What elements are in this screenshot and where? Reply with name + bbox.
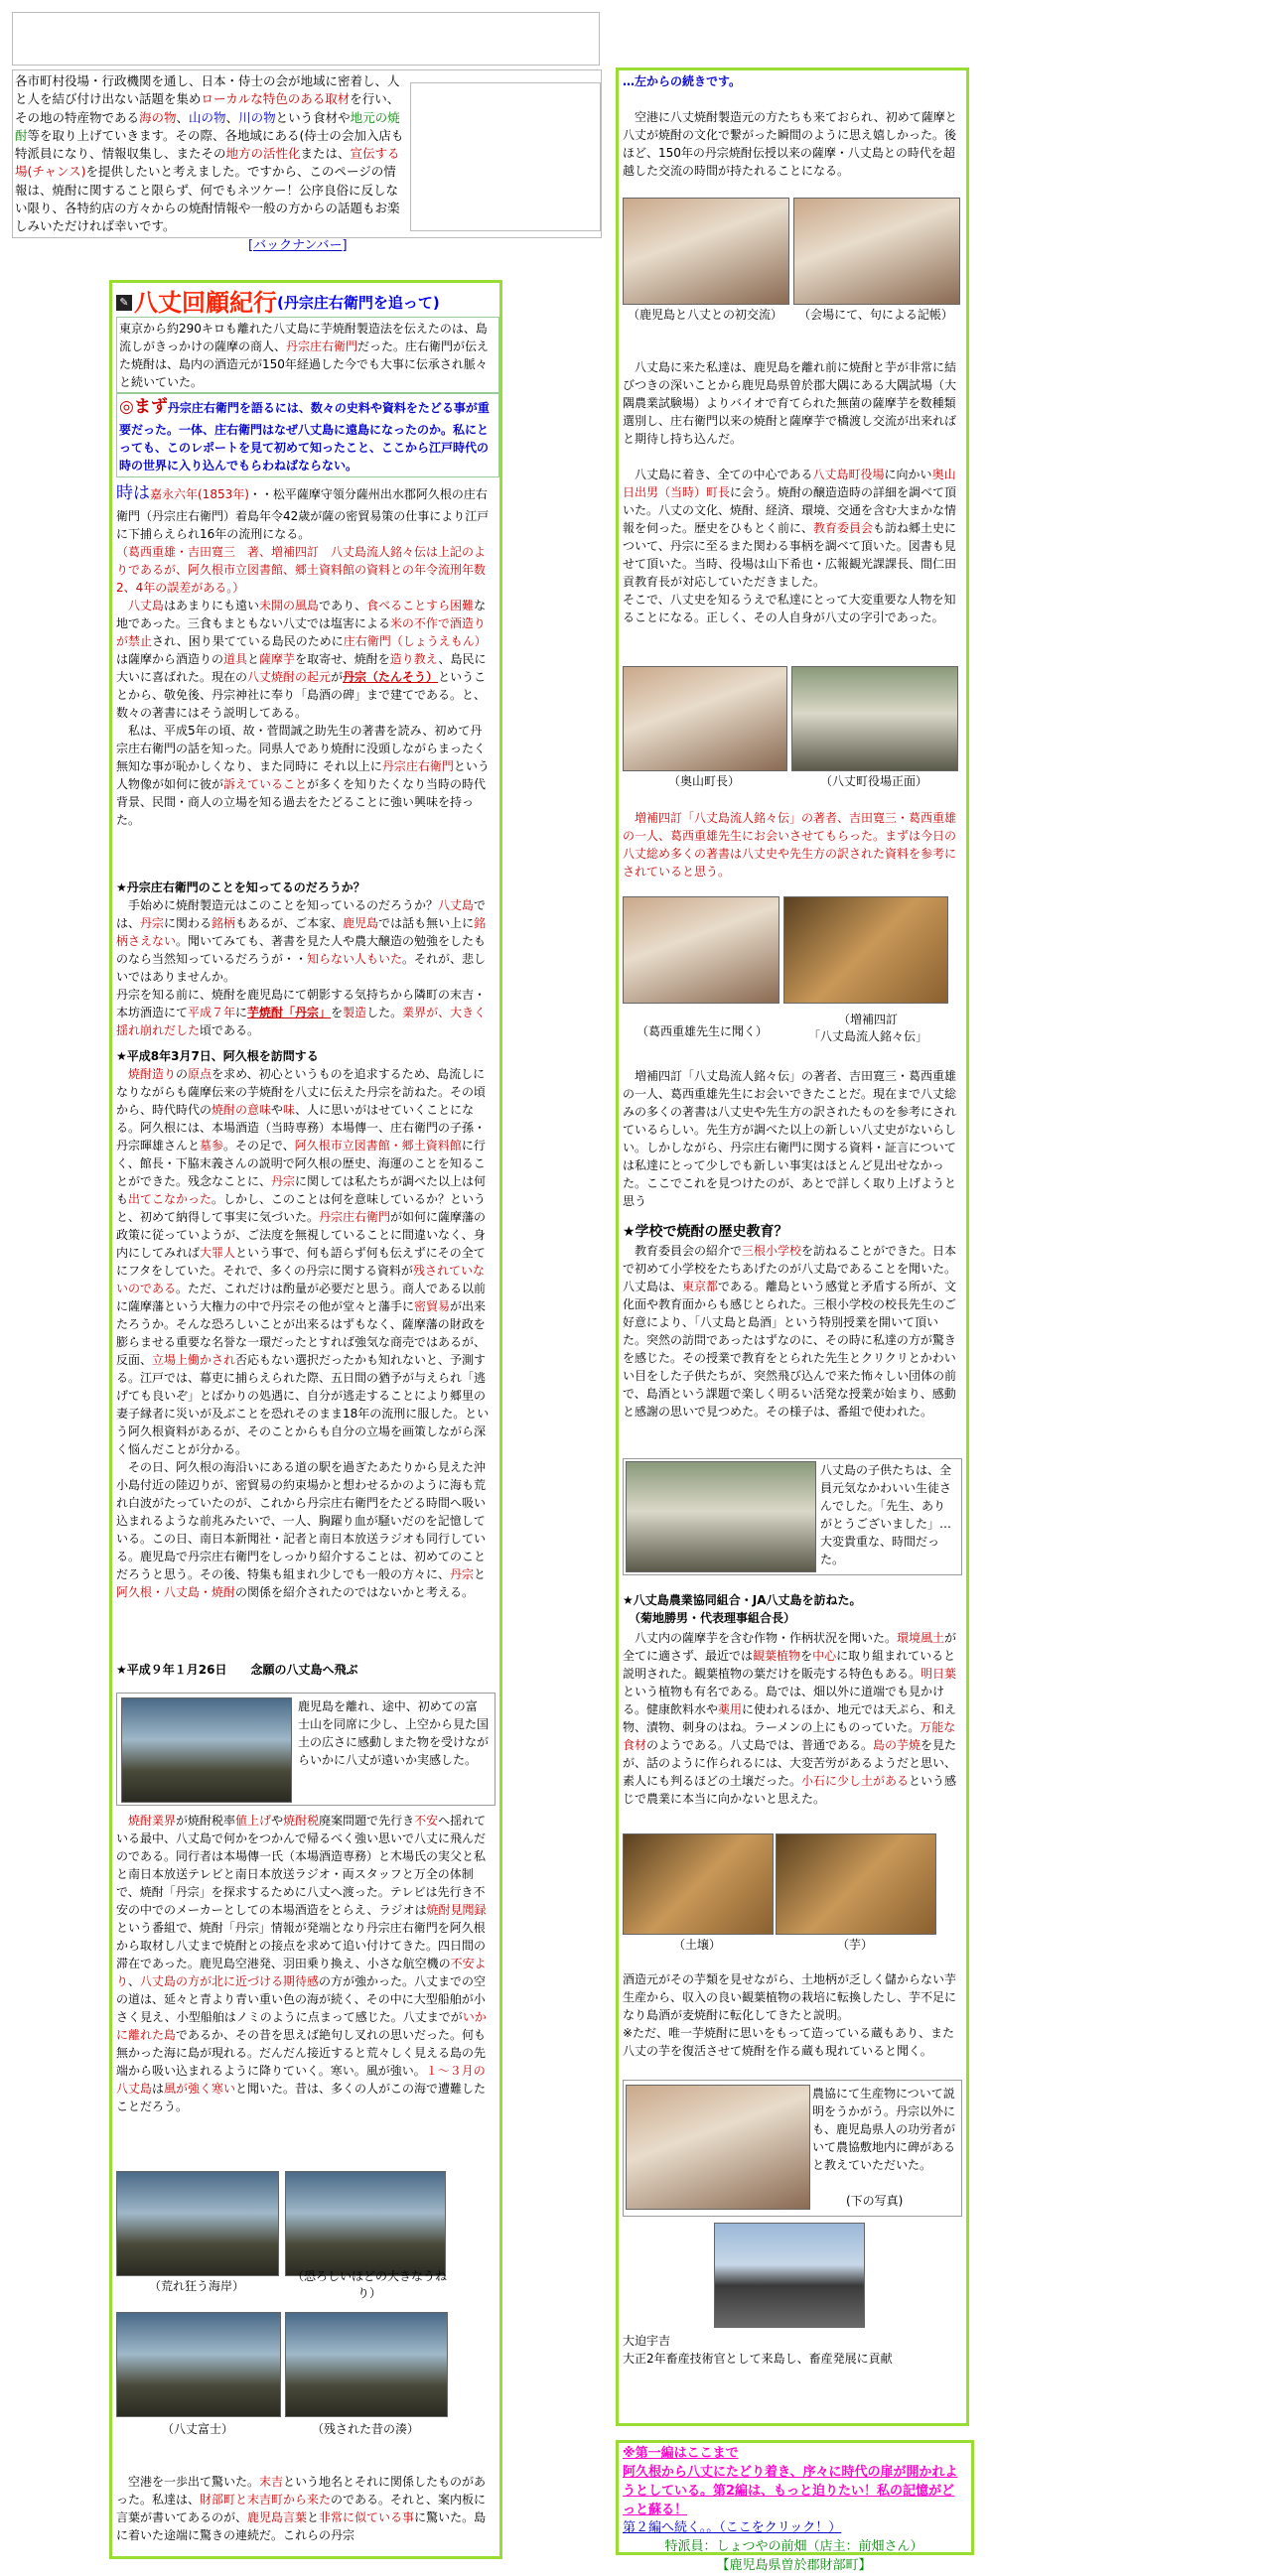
book-photo	[783, 896, 948, 1004]
pen-icon: ✎	[116, 295, 132, 311]
top-banner	[12, 12, 600, 66]
town-office-caption: （八丈町役場正面）	[819, 774, 927, 788]
section-heading-1: ★丹宗庄右衛門のことを知ってるのだろうか？	[116, 881, 365, 894]
statue-caption: 大迫宇吉 大正2年畜産技術官として来島し、畜産発展に貢献	[623, 2334, 893, 2366]
intro-image-placeholder	[410, 82, 601, 231]
guestbook-photo	[793, 198, 960, 305]
statue-photo	[714, 2223, 865, 2328]
title-sub: (丹宗庄右衛門を追って)	[277, 293, 440, 312]
ja-heading: ★八丈島農業協同組合・JA八丈島を訪ねた。 （菊地勝男・代表理事組合長）	[623, 1593, 862, 1625]
hachijo-fuji-caption: （八丈富士）	[161, 2422, 233, 2436]
kasai-photo	[623, 896, 779, 1004]
footer-line-1: ※第一編はここまで	[623, 2446, 739, 2461]
ja-box-text: 農協にて生産物について説明をうかがう。丹宗以外にも、鹿児島県人の功労者がいて農協敷地内に碑があると教えていただいた。	[812, 2087, 956, 2172]
potato-photo	[776, 1833, 936, 1935]
article-title	[116, 285, 497, 317]
book-caption: （増補四訂 「八丈島流人銘々伝」	[807, 1013, 927, 1043]
footer-line-2: 阿久根から八丈にたどり着き、序々に時代の扉が開かれようとしている。第2編は、もっと迫りたい！私の記憶がどっと蘇る！	[623, 2464, 958, 2517]
class-box	[623, 1458, 962, 1575]
rough-coast-caption: （荒れ狂う海岸）	[148, 2279, 244, 2293]
mayor-caption: （奥山町長）	[667, 774, 740, 788]
kasai-caption: （葛西重雄先生に聞く）	[636, 1024, 768, 1038]
flight-box-text: 鹿児島を離れ、途中、初めての富士山を同席に少し、上空から見た国土の広さに感動しまた物を受けながらいかに八丈が遠いか実感した。	[298, 1699, 490, 1767]
flight-box	[116, 1693, 496, 1806]
history-paragraph: 時は嘉永六年(1853年)・・松平薩摩守領分薩州出水郡阿久根の庄右衛門（丹宗庄右衛門）着島年令42歳が薩の密貿易策の仕事により江戸に下捕らえられ16年の流刑になる。	[116, 483, 490, 541]
intro-box	[12, 69, 602, 238]
background-paragraph: （葛西重雄・吉田寛三 著、増補四訂 八丈島流人銘々伝は上記のよりであるが、阿久根市立図書館、郷土資料館の資料との年令流刑年数2、4年の誤差がある。） 八丈島はあまりにも遠い未開の風島であり、食べることすら困難な地であった。三食もまともない八丈では塩害による米の不作で酒造りが禁止され、困り果てている島民のために庄右衛門（しょうえもん）は薩摩から酒造りの道具と薩摩芋を取寄せ、焼酎を造り教え、島民に大いに喜ばれた。現在の八丈焼酎の起元が丹宗（たんそう）ということから、敬免後、丹宗神社に奉り「島酒の碑」まで建てである。と、数々の著書にはそう説明してある。 私は、平成5年の頃、故・菅間誠之助先生の著書を読み、初めて丹宗庄右衛門の話を知った。同県人であり焼酎に没頭しながらまったく無知な事が恥かしくなり、また同時に それ以上に丹宗庄右衛門という人物像が如何に彼が訴えていることが多くを知りたくなり当時の時代背景、民間・商人の立場を知る過去をたどることに強い興味を持った。	[116, 545, 490, 827]
section-paragraph-4: 空港を一歩出て驚いた。末吉という地名とそれに関係したものがあった。私達は、財部町と末吉町から来たのである。それと、案内板に言葉が書いてあるのが、鹿児島言葉と非常に似ている事に驚いた。島に着いた途端に驚きの連続だ。これらの丹宗	[116, 2475, 487, 2542]
author-paragraph: 増補四訂「八丈島流人銘々伝」の著者、吉田寛三・葛西重雄の一人、葛西重雄先生にお会いさせてもらった。まずは今日の八丈総め多くの著書は八丈史や先生方の訳された資料を参考にされていると思う。	[623, 811, 957, 879]
brewer-paragraph: 酒造元がその芋類を見せながら、土地柄が乏しく儲からない芋生産から、収入の良い観葉植物の栽培に転換したし、芋不足になり島酒が麦焼酎に転化してきたと説明。 ※ただ、唯一芋焼酎に思いをもって造っている蔵もあり、また八丈の芋を復活させて焼酎を作る蔵も現れていると聞く。	[623, 1972, 957, 2058]
ja-box-caption: (下の写真)	[846, 2194, 904, 2208]
left-column	[109, 280, 502, 2559]
lead-paragraph: 東京から約290キロも離れた八丈島に芋焼酎製造法を伝えたのは、島流しがきっかけの薩摩の商人、丹宗庄右衛門だった。庄右衛門が伝えた焼酎は、島内の酒造元が150年経過した今でも大事に伝承され脈々と続いていた。	[116, 317, 499, 394]
back-number-link[interactable]	[248, 236, 348, 256]
soil-photo	[623, 1833, 774, 1935]
section-heading-3: ★平成９年１月26日 念願の八丈島へ飛ぶ	[116, 1663, 358, 1677]
section-paragraph-1: 手始めに焼酎製造元はこのことを知っているのだろうか？八丈島では、丹宗に関わる銘柄もあるが、ご本家、鹿児島では話も無い上に銘柄さえない。聞いてみても、著書を見た人や農大醸造の勉強をしたものなら当然知っているだろうが・・知らない人もいた。それが、悲しいではありませんか。 丹宗を知る前に、焼酎を鹿児島にて朝影する気持ちから隣町の末吉・本坊酒造にて平成７年に芋焼酎「丹宗」を製造した。業界が、大きく揺れ崩れだした頃である。	[116, 898, 487, 1037]
ja-box	[623, 2080, 962, 2217]
first-exchange-photo	[623, 198, 789, 305]
old-port-photo	[285, 2312, 448, 2417]
classroom-photo	[626, 1461, 816, 1572]
town-office-paragraph: 八丈島に来た私達は、鹿児島を離れ前に焼酎と芋が非常に結びつきの深いことから鹿児島県曽於郡大隅にある大隅試場（大隅農業試験場）よりバイオで育てられた無菌の薩摩芋を数種類選別し、庄右衛門以来の焼酎と薩摩芋で橋渡し交流が出来ればと期待し持ち込んだ。 八丈島に着き、全ての中心である八丈島町役場に向かい奥山日出男（当時）町長に会う。焼酎の醸造造時の詳細を調べて頂いた。八丈の文化、焼酎、経済、環境、交通を含む大まかな情報を伺った。歴史をひもとく前に、教育委員会も訪ね郷土史について、丹宗に至るまた関わる事柄を調べて頂いた。図書も見せて頂いた。当時、役場は山下希也・広報観光課課長、間仁田貢教育長が対応していただきました。 そこで、八丈史を知るうえで私達にとって大変重要な人物を知ることになる。正しく、その人自身が八丈の字引であった。	[623, 360, 957, 624]
footer-box	[616, 2440, 974, 2574]
footer-location: 【鹿児島県曽於郡財部町】	[716, 2558, 872, 2574]
footer-author: 特派員：しょつやの前畑（店主：前畑さん）	[664, 2539, 923, 2555]
hachijo-fuji-photo	[116, 2312, 281, 2417]
big-waves-photo	[285, 2171, 446, 2276]
first-exchange-caption: （鹿児島と八丈との初交流）	[627, 308, 782, 322]
rough-coast-photo	[116, 2171, 279, 2276]
section-paragraph-2: 焼酎造りの原点を求め、初心というものを追求するため、島流しになりながらも薩摩伝来の芋焼酎を八丈に伝えた丹宗を訪ねた。その頃から、時代時代の焼酎の意味や味、人に思いがはせていくことになる。阿久根には、本場酒造（当時専務）本場傳一、庄右衛門の子孫・丹宗暉雄さんと墓参。その足で、阿久根市立図書館・郷土資料館に行く、館長・下脇末義さんの説明で阿久根の歴史、海運のことを知ることができた。残念なことに、丹宗に関しては私たちが調べた以上は何も出てこなかった。しかし、このことは何を意味しているか？というと、初めて納得して事実に気づいた。丹宗庄右衛門が如何に薩摩藩の政策に従っていようが、ご法度を無視していることに間違いなく、身内にしてみれば大罪人という事で、何も語らず何も伝えずにその全てにフタをしていた。それで、多くの丹宗に関する資料が残されていないのである。ただ、これだけは酌量が必要だと思う。商人である以前に薩摩藩という大権力の中で丹宗その他が堂々と藩手に密貿易が出来たろうか。そんな恐ろしいことが出来るはずもなく、薩摩藩の財政を膨らませる重要な名誉な一環だったとすれば強気な商売ではあるが、反面、立場上働かされ否応もない選択だったかも知れないと、予測する。江戸では、幕吏に捕らえられた際、五日間の猶予が与えられ「逃げても良いぞ」とばかりの処遇に、自分が逃走することにより郷里の妻子縁者に災いが及ぶことを恐れそのまま18年の流刑に服した。という阿久根資料があるが、そのことからも自分の立場を画策しながら深く悩んだことが分かる。 その日、阿久根の海沿いにある道の駅を過ぎたあたりから見えた沖小島付近の陸辺りが、密貿易の約束場かと想わせるかのように海も荒れ白波がたっていたのが、これから丹宗庄右衛門をたどる時間へ吸い込まれるような前兆みたいで、一人、胸躍り血が騒いだのを記憶している。この日、南日本新聞社・記者と南日本放送ラジオも同行している。鹿児島で丹宗庄右衛門をしっかり紹介することは、初めてのことだろうと思う。その後、特集も組まれ少しでも一般の方々に、丹宗と阿久根・八丈島・焼酎の関係を紹介されたのではないかと考える。	[116, 1067, 490, 1599]
big-waves-caption: （恐ろしいほどの大きなうねり）	[291, 2269, 447, 2300]
intro-text: 各市町村役場・行政機関を通し、日本・侍士の会が地域に密着し、人と人を結び付け出ない話題を集めローカルな特色のある取材を行い、その地の特産物である海の物、山の物、川の物という食材や地元の焼酎等を取り上げていきます。その際、各地域にある(侍士の会加入店も特派員になり、情報収集し、またその地方の活性化または、宣伝する場(チャンス)を提供したいと考えました。ですから、このページの情報は、焼酎に関すること限らず、何でもネツケー！公序良俗に反しない限り、各特約店の方々からの焼酎情報や一般の方からの話題もお楽しみいただければ幸いです。	[15, 73, 404, 233]
sky-photo	[121, 1697, 292, 1803]
section-paragraph-3: 焼酎業界が焼酎税率値上げや焼酎税廃案問題で先行き不安へ揺れている最中、八丈島で何かをつかんで帰るべく強い思いで八丈に飛んだのである。同行者は本場傳一氏（本場酒造専務）と木場氏の実父と私と南日本放送テレビと南日本放送ラジオ・両スタッフと万全の体制で、焼酎「丹宗」を探求するために八丈へ渡った。テレビは先行き不安の中でのメーカーとしての本場酒造をとらえ、ラジオは焼酎見聞録という番組で、焼酎「丹宗」情報が発端となり丹宗庄右衛門を阿久根から取材し八丈まで焼酎との接点を求めて追い付けてきた。四日間の滞在であった。鹿児島空港発、羽田乗り換え、小さな航空機の不安より、八丈島の方が北に近づける期待感の方が強かった。八丈までの空の道は、延々と青より青い重い色の海が続く、その中に大型船舶が小さく見え、小型船舶はノミのように点まって感じた。八丈までがいかに離れた島であるか、その昔を思えば絶句し叉れの思いだった。何も無かった海に島が現れる。だんだん接近すると荒々しく見える島の先端から吸い込まれるように降りていく。寒い。風が強い。１～３月の八丈島は風が強く寒いと聞いた。昔は、多くの人がこの海で遭難したことだろう。	[116, 1814, 487, 2113]
ja-paragraph: 八丈内の薩摩芋を含む作物・作柄状況を聞いた。環境風土が全てに適さず、最近では観葉植物を中心に取り組まれていると説明された。観葉植物の葉だけを販売する特色もある。明日葉という植物も有名である。島では、畑以外に道端でも見かける。健康飲料水や薬用に使われるほか、地元では天ぷら、和え物、漬物、刺身のはね。ラーメンの上にものっていた。万能な食材のようである。八丈島では、普通である。島の芋焼を見たが、話のように作られるには、大変苦労があるようだと思い、素人にも判るほどの土壌だった。小石に少し土があるという感じで農業に本当に向かないと思えた。	[623, 1631, 957, 1806]
potato-caption: （芋）	[836, 1938, 873, 1952]
title-main: 八丈回顧紀行	[134, 289, 277, 317]
next-part-link[interactable]: 第２編へ続く。。（ここをクリック！）	[623, 2520, 842, 2536]
back-number-label[interactable]: [バックナンバー]	[248, 238, 348, 253]
mayor-photo	[623, 666, 787, 771]
town-office-photo	[791, 666, 958, 771]
school-paragraph: 教育委員会の紹介で三根小学校を訪ねることができた。日本で初めて小学校をたちあげたのが八丈島であることを聞いた。八丈島は、東京都である。離島という感覚と矛盾する所が、文化面や教育面からも感じとられた。三根小学校の校長先生のご好意により、「八丈島と島酒」という特別授業を開いて頂いた。突然の訪問であったはずなのに、その時に私達の方が驚きを感じた。その授業で教育をとられた先生とクリクリとかわいい目をした子供たちが、突然飛び込んで来た怖々しい団体の前で、島酒という課題で楽しく明るい活発な授業が始まり、感動と感謝の思いで見つめた。その様子は、番組で使われた。	[623, 1244, 957, 1419]
section-heading-2: ★平成8年3月7日、阿久根を訪問する	[116, 1049, 319, 1063]
guestbook-caption: （会場にて、句による記帳）	[798, 308, 953, 322]
soil-caption: （土壌）	[672, 1938, 721, 1952]
ja-photo	[626, 2085, 810, 2210]
old-port-caption: （残された昔の湊）	[311, 2422, 419, 2436]
right-column	[616, 68, 969, 2426]
intro-paragraph: ◎まず丹宗庄右衛門を語るには、数々の史料や資料をたどる事が重要だった。一体、庄右衛門はなぜ八丈島に遠島になったのか。私にとっても、このレポートを見て初めて知ったこと、ここから江戸時代の時の世界に入り込んでもらわねばならない。	[116, 392, 499, 477]
continuation-paragraph: …左からの続きです。 空港に八丈焼酎製造元の方たちも来ておられ、初めて薩摩と八丈が焼酎の文化で繋がった瞬間のように思え嬉しかった。後ほど、150年の丹宗焼酎伝授以来の薩摩・八丈島との時代を超越した交流の時間が持たれることになる。	[623, 74, 957, 178]
book-paragraph: 増補四訂「八丈島流人銘々伝」の著者、吉田寛三・葛西重雄の一人、葛西重雄先生にお会いできたことだ。現在まで八丈総みの多くの著書は八丈史や先生方の訳されたものを参考にされているらしい。先生方が調べた以上の新しい八丈史がないらしい。しかしながら、丹宗庄右衛門に関する資料・証言については私達にとって少しでも新しい事実はほとんど見出せなかった。ここでこれを見つけたのが、あとで詳しく取り上げようと思う	[623, 1069, 957, 1208]
school-heading: ★学校で焼酎の歴史教育？	[623, 1224, 788, 1240]
class-box-text: 八丈島の子供たちは、全員元気なかわいい生徒さんでした。「先生、ありがとうございました」…大変貴重な、時間だった。	[820, 1463, 952, 1566]
